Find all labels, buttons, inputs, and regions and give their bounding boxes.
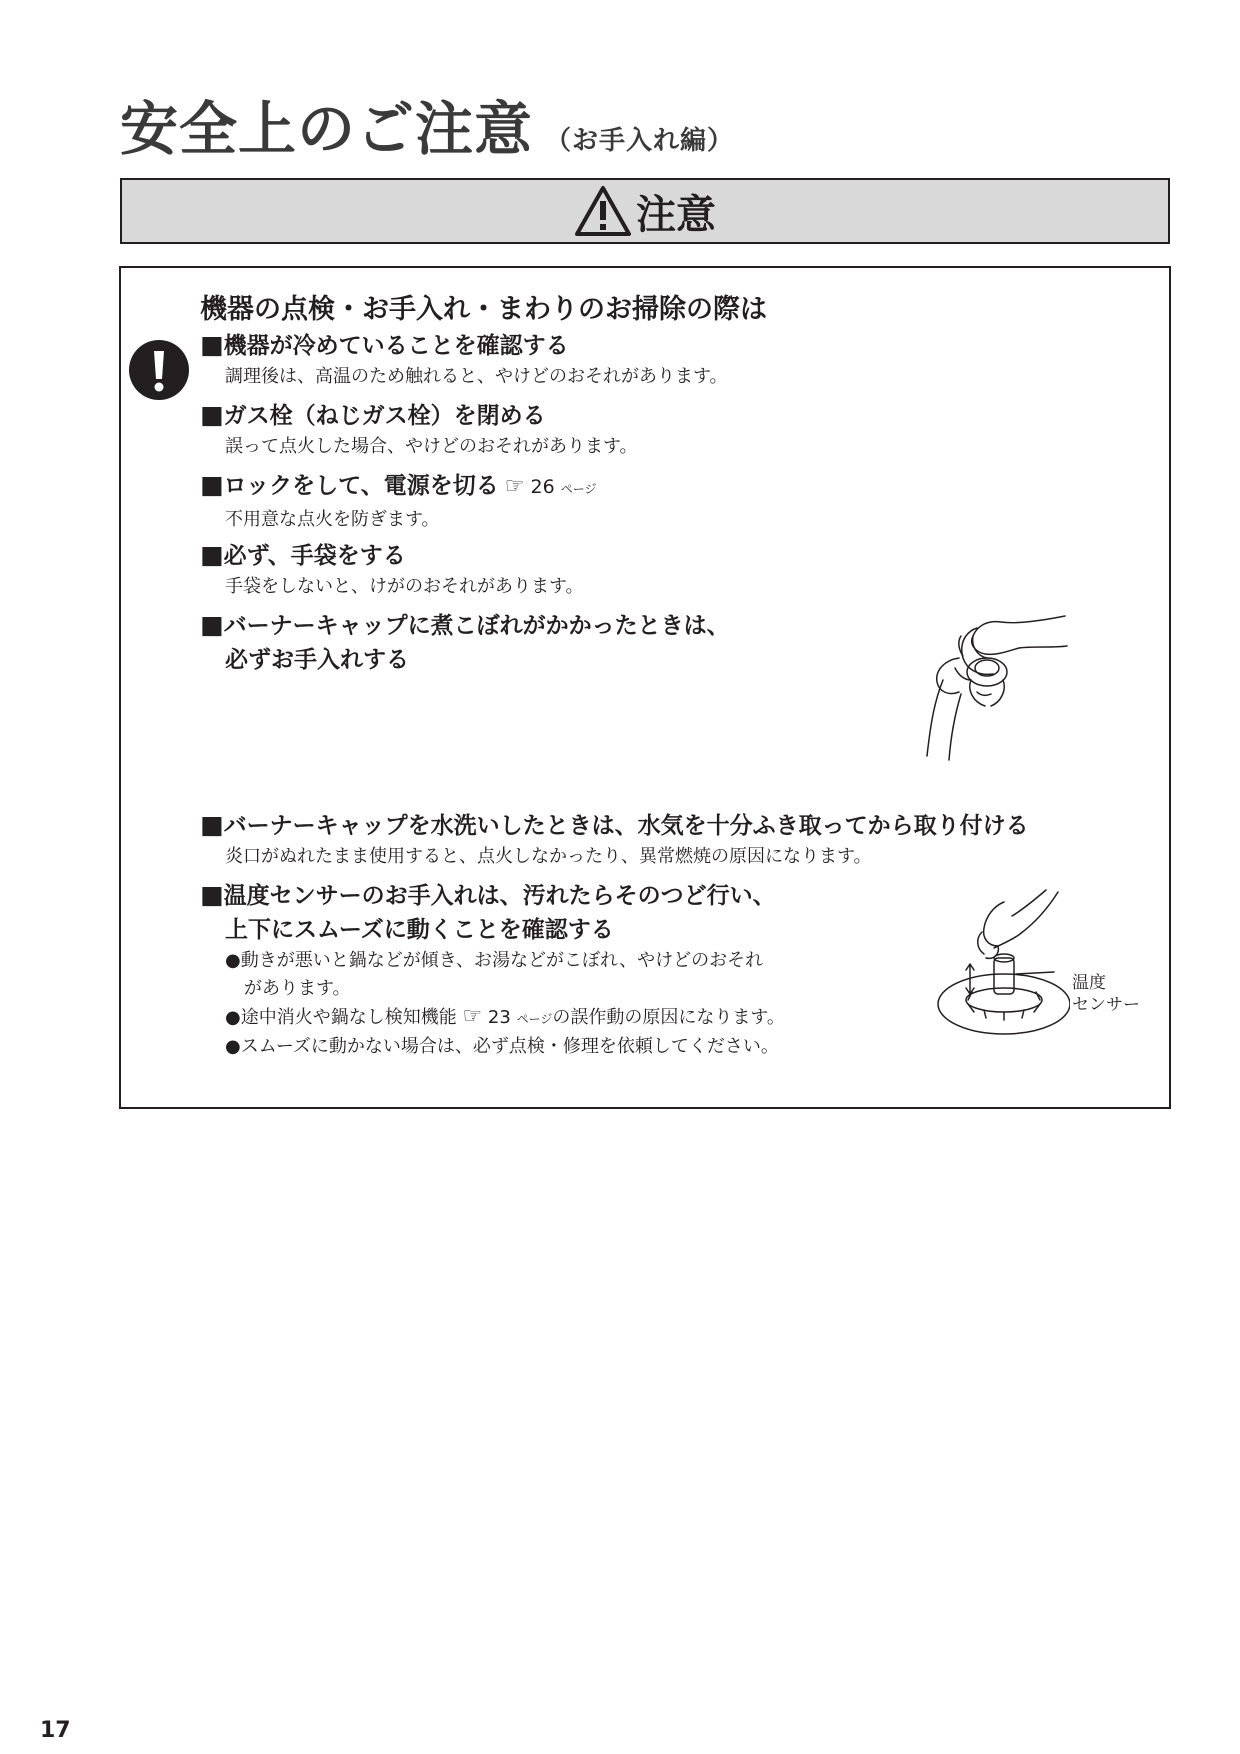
item-heading: ■ガス栓（ねじガス栓）を閉める bbox=[200, 400, 546, 429]
pointing-hand-icon: ☞ bbox=[462, 1004, 483, 1029]
item-heading-continued: 必ずお手入れする bbox=[225, 647, 409, 673]
bullet-item: ●スムーズに動かない場合は、必ず点検・修理を依頼してください。 bbox=[225, 1036, 779, 1057]
item-heading: ■温度センサーのお手入れは、汚れたらそのつど行い、 bbox=[200, 880, 776, 909]
bullet-item: ●途中消火や鍋なし検知機能 ☞ 23 ページの誤作動の原因になります。 bbox=[225, 1004, 785, 1029]
list-item bbox=[200, 538, 584, 601]
page-number: 17 bbox=[40, 1718, 71, 1743]
pointing-hand-icon: ☞ bbox=[504, 474, 525, 499]
mandatory-exclamation-icon bbox=[128, 339, 190, 401]
list-item bbox=[200, 608, 730, 677]
item-heading: ■バーナーキャップに煮こぼれがかかったときは、 bbox=[200, 610, 730, 639]
page-title bbox=[120, 82, 734, 166]
title-main: 安全上のご注意 bbox=[120, 95, 534, 163]
list-item bbox=[200, 878, 785, 1061]
item-description: 調理後は、高温のため触れると、やけどのおそれがあります。 bbox=[225, 366, 728, 387]
temperature-sensor-illustration bbox=[928, 888, 1070, 1048]
caution-label: 注意 bbox=[636, 191, 716, 238]
title-sub: （お手入れ編） bbox=[545, 126, 735, 156]
bullet-item-continued: があります。 bbox=[244, 978, 351, 999]
item-heading: ■必ず、手袋をする bbox=[200, 540, 406, 569]
list-item bbox=[200, 468, 597, 534]
item-heading: ■機器が冷めていることを確認する bbox=[200, 330, 569, 359]
section-title: 機器の点検・お手入れ・まわりのお掃除の際は bbox=[200, 294, 767, 325]
item-heading-continued: 上下にスムーズに動くことを確認する bbox=[225, 917, 614, 943]
list-item bbox=[200, 808, 1029, 871]
bullet-list bbox=[225, 947, 785, 1061]
item-description: 不用意な点火を防ぎます。 bbox=[225, 509, 440, 530]
caution-banner bbox=[120, 178, 1170, 244]
warning-triangle-icon bbox=[574, 185, 632, 237]
item-heading: ■ロックをして、電源を切る ☞ 26 ページ bbox=[200, 470, 597, 499]
list-item bbox=[200, 398, 638, 461]
sensor-label bbox=[1072, 972, 1140, 1016]
item-description: 誤って点火した場合、やけどのおそれがあります。 bbox=[225, 436, 638, 457]
page-reference: ☞ 26 ページ bbox=[504, 474, 597, 499]
list-item bbox=[200, 328, 728, 391]
sensor-label-line2: センサー bbox=[1072, 995, 1140, 1015]
bullet-item: ●動きが悪いと鍋などが傾き、お湯などがこぼれ、やけどのおそれ bbox=[225, 950, 764, 971]
item-description: 手袋をしないと、けがのおそれがあります。 bbox=[225, 576, 584, 597]
item-heading: ■バーナーキャップを水洗いしたときは、水気を十分ふき取ってから取り付ける bbox=[200, 810, 1029, 839]
sensor-label-line1: 温度 bbox=[1072, 973, 1106, 993]
item-description: 炎口がぬれたまま使用すると、点火しなかったり、異常燃焼の原因になります。 bbox=[225, 846, 872, 867]
burner-cap-cleaning-illustration bbox=[915, 610, 1075, 768]
